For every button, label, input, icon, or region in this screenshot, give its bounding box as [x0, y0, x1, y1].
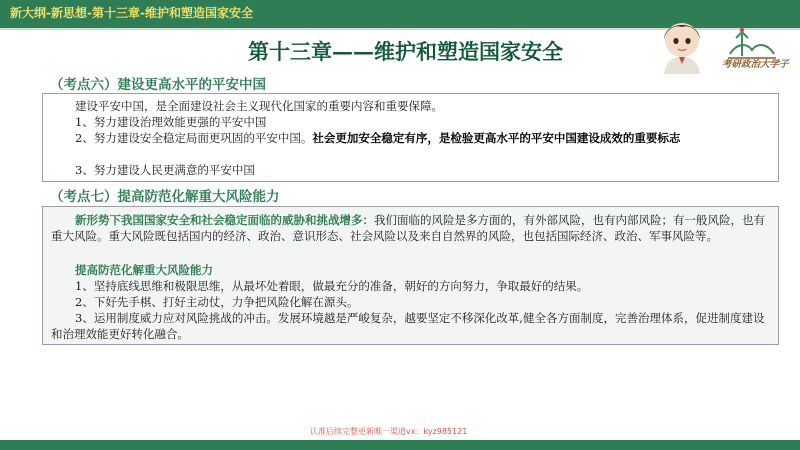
breadcrumb: 新大纲-新思想-第十三章-维护和塑造国家安全 [10, 6, 253, 20]
section-six-item-3: 3、努力建设人民更满意的平安中国 [75, 163, 255, 177]
section-seven-item-1: 1、坚持底线思维和极限思维，从最坏处着眼，做最充分的准备，朝好的方向努力，争取最好的结果。 [75, 279, 589, 293]
teacher-avatar-icon [652, 14, 712, 74]
brand-name: 考研政治大学子 [722, 59, 789, 70]
footer-note: 认准后续完整更新唯一渠道vx：kyz985121 [310, 427, 468, 436]
section-six-item-2 [51, 130, 771, 146]
section-seven-para-1 [51, 212, 771, 244]
section-six-item-1: 1、努力建设治理效能更强的平安中国 [75, 115, 267, 129]
section-seven-item-2: 2、下好先手棋、打好主动仗，力争把风险化解在源头。 [75, 295, 359, 309]
section-seven-sub1-text: 我们面临的风险是多方面的，有外部风险，也有内部风险；有一般风险，也有重大风险。重大风险既包括国内的经济、政治、意识形态、社会风险以及来自自然界的风险，也包括国际经济、政治、军事风险等。 [51, 213, 765, 243]
section-seven-sub2-label: 提高防范化解重大风险能力 [75, 263, 213, 277]
section-six-item-2-text: 2、努力建设安全稳定局面更巩固的平安中国。 [75, 131, 313, 145]
section-seven-sub1-label: 新形势下我国国家安全和社会稳定面临的威胁和挑战增多： [75, 213, 374, 227]
section-seven-heading: （考点七）提高防范化解重大风险能力 [50, 189, 280, 205]
footer-bar [0, 440, 800, 450]
section-six-intro: 建设平安中国，是全面建设社会主义现代化国家的重要内容和重要保障。 [75, 99, 443, 113]
section-seven-box [42, 206, 779, 345]
chapter-title: 第十三章——维护和塑造国家安全 [248, 39, 563, 64]
section-six-item-2-emphasis: 社会更加安全稳定有序，是检验更高水平的平安中国建设成效的重要标志 [312, 131, 681, 145]
section-six-heading: （考点六）建设更高水平的平安中国 [50, 77, 266, 93]
section-six-box [42, 93, 779, 182]
section-seven-item-3: 3、运用制度威力应对风险挑战的冲击。发展环境越是严峻复杂，越要坚定不移深化改革,健全各方面制度，完善治理体系，促进制度建设和治理效能更好转化融合。 [51, 311, 765, 341]
